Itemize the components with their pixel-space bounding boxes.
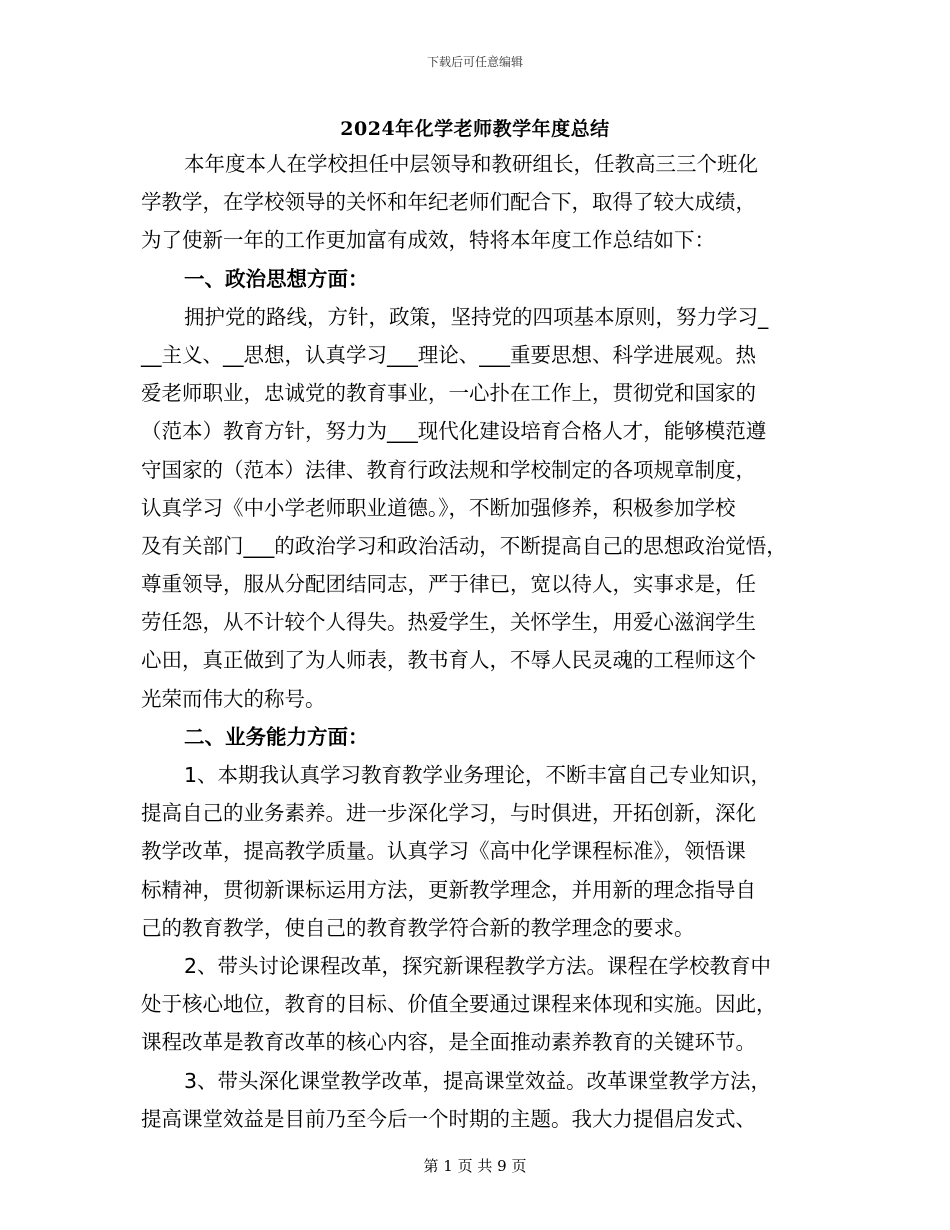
document-title: 2024年化学老师教学年度总结 xyxy=(340,118,610,140)
paragraph-line: 处于核心地位，教育的目标、价值全要通过课程来体现和实施。因此， xyxy=(141,992,777,1017)
paragraph-line: （范本）教育方针，努力为___现代化建设培育合格人才，能够模范遵 xyxy=(141,419,767,444)
paragraph-line: 1、本期我认真学习教育教学业务理论，不断丰富自己专业知识， xyxy=(184,763,772,787)
paragraph-line: 3、带头深化课堂教学改革，提高课堂效益。改革课堂教学方法， xyxy=(184,1068,772,1093)
section-heading: 二、业务能力方面： xyxy=(184,724,369,749)
paragraph-line: 光荣而伟大的称号。 xyxy=(141,686,326,711)
paragraph-line: 本年度本人在学校担任中层领导和教研组长，任教高三三个班化 xyxy=(184,152,758,176)
paragraph-line: __主义、__思想，认真学习___理论、___重要思想、科学进展观。热 xyxy=(141,342,756,367)
paragraph-line: 学教学，在学校领导的关怀和年纪老师们配合下，取得了较大成绩， xyxy=(141,190,756,215)
paragraph-line: 认真学习《中小学老师职业道德。》，不断加强修养，积极参加学校 xyxy=(141,495,736,520)
document-body xyxy=(141,145,816,1138)
paragraph-line: 课程改革是教育改革的核心内容，是全面推动素养教育的关键环节。 xyxy=(141,1030,756,1055)
paragraph-line: 守国家的（范本）法律、教育行政法规和学校制定的各项规章制度， xyxy=(141,457,756,482)
paragraph-line: 及有关部门___的政治学习和政治活动，不断提高自己的思想政治觉悟， xyxy=(141,533,787,558)
section-heading: 一、政治思想方面： xyxy=(184,266,369,291)
paragraph-line: 2、带头讨论课程改革，探究新课程教学方法。课程在学校教育中 xyxy=(184,953,772,978)
page-number-footer: 第 1 页 共 9 页 xyxy=(423,1157,527,1175)
paragraph-line: 心田，真正做到了为人师表，教书育人，不辱人民灵魂的工程师这个 xyxy=(141,648,756,673)
paragraph-line: 标精神，贯彻新课标运用方法，更新教学理念，并用新的理念指导自 xyxy=(141,877,756,902)
paragraph-line: 劳任怨，从不计较个人得失。热爱学生，关怀学生，用爱心滋润学生 xyxy=(141,610,756,635)
paragraph-line: 爱老师职业，忠诚党的教育事业，一心扑在工作上，贯彻党和国家的 xyxy=(141,381,756,406)
paragraph-line: 尊重领导，服从分配团结同志，严于律已，宽以待人，实事求是，任 xyxy=(141,572,756,597)
paragraph-line: 为了使新一年的工作更加富有成效，特将本年度工作总结如下： xyxy=(141,228,715,253)
paragraph-line: 提高课堂效益是目前乃至今后一个时期的主题。我大力提倡启发式、 xyxy=(141,1106,756,1131)
header-note: 下载后可任意编辑 xyxy=(426,55,523,69)
paragraph-line: 提高自己的业务素养。进一步深化学习，与时俱进，开拓创新，深化 xyxy=(141,801,756,826)
paragraph-line: 拥护党的路线，方针，政策，坚持党的四项基本原则，努力学习_ xyxy=(184,304,769,329)
paragraph-line: 教学改革，提高教学质量。认真学习《高中化学课程标准》，领悟课 xyxy=(141,839,746,864)
paragraph-line: 己的教育教学，使自己的教育教学符合新的教学理念的要求。 xyxy=(141,915,695,940)
